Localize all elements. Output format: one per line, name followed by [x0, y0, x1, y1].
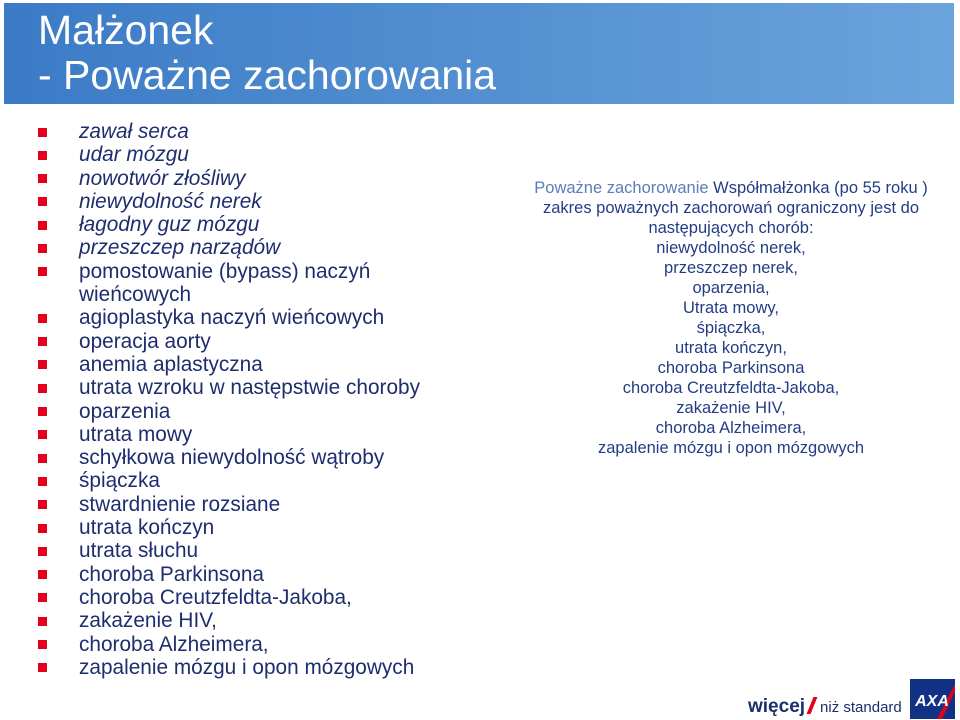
list-item-text: zapalenie mózgu i opon mózgowych — [79, 655, 415, 679]
red-square-bullet-icon — [38, 593, 47, 602]
list-item-text: operacja aorty — [79, 329, 211, 353]
brand-tagline — [748, 696, 902, 718]
red-square-bullet-icon — [38, 454, 47, 463]
spouse-panel-intro-line: następujących chorób: — [648, 219, 814, 237]
spouse-coverage-panel — [511, 178, 951, 458]
red-square-bullet-icon — [38, 617, 47, 626]
list-item-text: stwardnienie rozsiane — [79, 492, 281, 516]
red-square-bullet-icon — [38, 267, 47, 276]
spouse-condition-item: niewydolność nerek, — [656, 239, 806, 257]
list-item — [38, 446, 439, 469]
red-square-bullet-icon — [38, 360, 47, 369]
list-item-text: nowotwór złośliwy — [79, 166, 246, 190]
spouse-condition-item: choroba Alzheimera, — [655, 419, 807, 437]
list-item-text: pomostowanie (bypass) naczyń wieńcowych — [79, 259, 371, 307]
red-square-bullet-icon — [38, 197, 47, 206]
list-item — [38, 633, 439, 656]
red-square-bullet-icon — [38, 174, 47, 183]
list-item-text: anemia aplastyczna — [79, 352, 263, 376]
list-item — [38, 400, 439, 423]
spouse-panel-heading-dark: Współmałżonka (po 55 roku ) — [713, 179, 928, 197]
list-item-text: utrata mowy — [79, 422, 193, 446]
red-square-bullet-icon — [38, 151, 47, 160]
list-item-text: zakażenie HIV, — [79, 609, 217, 633]
red-square-bullet-icon — [38, 337, 47, 346]
spouse-panel-heading-light: Poważne zachorowanie — [534, 179, 709, 197]
red-square-bullet-icon — [38, 430, 47, 439]
list-item — [38, 306, 439, 329]
list-item-text: schyłkowa niewydolność wątroby — [79, 446, 385, 470]
list-item-text: choroba Parkinsona — [79, 562, 264, 586]
spouse-condition-item: choroba Parkinsona — [657, 359, 805, 377]
axa-logo — [910, 679, 955, 719]
list-item — [38, 190, 439, 213]
list-item — [38, 120, 439, 143]
list-item — [38, 493, 439, 516]
list-item-text: agioplastyka naczyń wieńcowych — [79, 306, 385, 330]
red-square-bullet-icon — [38, 570, 47, 579]
list-item-text: łagodny guz mózgu — [79, 213, 260, 237]
red-square-bullet-icon — [38, 547, 47, 556]
tagline-weak: niż standard — [820, 699, 902, 716]
red-square-bullet-icon — [38, 640, 47, 649]
red-square-bullet-icon — [38, 128, 47, 137]
spouse-condition-item: Utrata mowy, — [683, 299, 779, 317]
list-item — [38, 539, 439, 562]
red-square-bullet-icon — [38, 524, 47, 533]
red-square-bullet-icon — [38, 407, 47, 416]
spouse-condition-item: choroba Creutzfeldta-Jakoba, — [622, 379, 840, 397]
list-item — [38, 656, 439, 679]
list-item — [38, 236, 439, 259]
conditions-list — [38, 120, 439, 679]
axa-logo-text: AXA — [915, 693, 949, 710]
list-item — [38, 469, 439, 492]
spouse-condition-item: zakażenie HIV, — [676, 399, 786, 417]
red-square-bullet-icon — [38, 314, 47, 323]
list-item-text: utrata słuchu — [79, 539, 199, 563]
spouse-panel-heading — [511, 178, 951, 198]
red-square-bullet-icon — [38, 221, 47, 230]
list-item-text: przeszczep narządów — [79, 236, 281, 260]
list-item — [38, 563, 439, 586]
spouse-condition-item: śpiączka, — [696, 319, 766, 337]
list-item — [38, 143, 439, 166]
list-item — [38, 609, 439, 632]
spouse-condition-item: przeszczep nerek, — [664, 259, 798, 277]
list-item — [38, 353, 439, 376]
red-square-bullet-icon — [38, 500, 47, 509]
list-item — [38, 586, 439, 609]
list-item-text: śpiączka — [79, 469, 160, 493]
spouse-condition-item: oparzenia, — [692, 279, 770, 297]
spouse-condition-item: utrata kończyn, — [675, 339, 787, 357]
red-slash-mark — [807, 697, 818, 714]
red-square-bullet-icon — [38, 244, 47, 253]
list-item — [38, 376, 439, 399]
list-item-text: oparzenia — [79, 399, 171, 423]
spouse-condition-item: zapalenie mózgu i opon mózgowych — [598, 439, 864, 457]
slide-title — [38, 8, 496, 98]
list-item-text: choroba Creutzfeldta-Jakoba, — [79, 585, 352, 609]
list-item — [38, 330, 439, 353]
spouse-panel-intro-line: zakres poważnych zachorowań ograniczony jest do — [542, 199, 920, 217]
list-item — [38, 167, 439, 190]
list-item-text: udar mózgu — [79, 143, 189, 167]
list-item-text: zawał serca — [79, 120, 189, 143]
list-item — [38, 423, 439, 446]
list-item-text: choroba Alzheimera, — [79, 632, 269, 656]
list-item-text: utrata wzroku w następstwie choroby — [79, 376, 420, 400]
title-bar — [4, 3, 954, 104]
list-item — [38, 516, 439, 539]
red-square-bullet-icon — [38, 477, 47, 486]
list-item — [38, 213, 439, 236]
list-item-text: utrata kończyn — [79, 516, 215, 540]
red-square-bullet-icon — [38, 663, 47, 672]
red-square-bullet-icon — [38, 384, 47, 393]
tagline-strong: więcej — [748, 696, 806, 717]
list-item-text: niewydolność nerek — [79, 189, 262, 213]
title-line-1: Małżonek — [38, 7, 214, 53]
list-item — [38, 260, 439, 307]
title-line-2: - Poważne zachorowania — [38, 52, 497, 98]
